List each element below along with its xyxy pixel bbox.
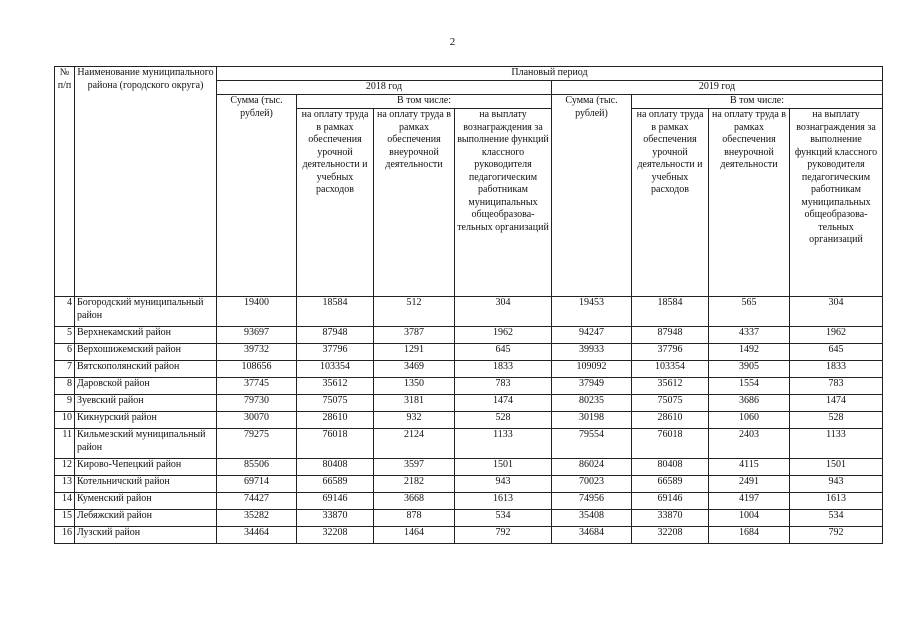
reward-2018-cell: 534: [455, 510, 552, 527]
header-period: Плановый период: [217, 67, 883, 81]
table-row: [55, 361, 883, 378]
district-name: Верхнекамский район: [75, 327, 217, 344]
labor-2018-cell: 66589: [297, 476, 374, 493]
extra-2019-cell: 1004: [709, 510, 790, 527]
reward-2018-cell: 1474: [455, 395, 552, 412]
reward-2019-cell: 943: [790, 476, 883, 493]
sum-2018-cell: 35282: [217, 510, 297, 527]
page-number: 2: [449, 36, 456, 48]
header-including-2019: В том числе:: [632, 95, 883, 109]
reward-2019-cell: 528: [790, 412, 883, 429]
labor-2018-cell: 103354: [297, 361, 374, 378]
row-number: 16: [55, 527, 75, 544]
sum-2019-cell: 34684: [552, 527, 632, 544]
extra-2019-cell: 1554: [709, 378, 790, 395]
table-row: [55, 459, 883, 476]
sum-2018-cell: 79730: [217, 395, 297, 412]
table-row: [55, 344, 883, 361]
labor-2019-cell: 33870: [632, 510, 709, 527]
extra-2018-cell: 878: [374, 510, 455, 527]
district-name: Кирово-Чепецкий район: [75, 459, 217, 476]
extra-2019-cell: 4197: [709, 493, 790, 510]
district-name: Вятскополянский район: [75, 361, 217, 378]
extra-2018-cell: 3597: [374, 459, 455, 476]
labor-2018-cell: 33870: [297, 510, 374, 527]
sum-2018-cell: 108656: [217, 361, 297, 378]
sum-2018-cell: 37745: [217, 378, 297, 395]
labor-2018-cell: 80408: [297, 459, 374, 476]
district-name: Кикнурский район: [75, 412, 217, 429]
table-row: [55, 412, 883, 429]
reward-2019-cell: 304: [790, 297, 883, 327]
district-name: Зуевский район: [75, 395, 217, 412]
extra-2019-cell: 3905: [709, 361, 790, 378]
labor-2019-cell: 32208: [632, 527, 709, 544]
sum-2018-cell: 74427: [217, 493, 297, 510]
labor-2018-cell: 37796: [297, 344, 374, 361]
district-name: Верхошижемский район: [75, 344, 217, 361]
district-name: Даровской район: [75, 378, 217, 395]
table-row: [55, 327, 883, 344]
row-number: 12: [55, 459, 75, 476]
extra-2018-cell: 1291: [374, 344, 455, 361]
extra-2018-cell: 2182: [374, 476, 455, 493]
labor-2018-cell: 28610: [297, 412, 374, 429]
sum-2018-cell: 69714: [217, 476, 297, 493]
row-number: 14: [55, 493, 75, 510]
labor-2018-cell: 76018: [297, 429, 374, 459]
budget-table: [54, 66, 883, 544]
reward-2018-cell: 1133: [455, 429, 552, 459]
header-reward-2018: на выплату вознаграждения за выполнение функций классного руководителя педагогическим работникам муниципальных общеобразова-тельных организаций: [455, 109, 552, 297]
reward-2019-cell: 1962: [790, 327, 883, 344]
labor-2019-cell: 66589: [632, 476, 709, 493]
reward-2019-cell: 792: [790, 527, 883, 544]
reward-2018-cell: 943: [455, 476, 552, 493]
reward-2019-cell: 1133: [790, 429, 883, 459]
extra-2018-cell: 2124: [374, 429, 455, 459]
sum-2019-cell: 35408: [552, 510, 632, 527]
extra-2019-cell: 4115: [709, 459, 790, 476]
district-name: Лебяжский район: [75, 510, 217, 527]
sum-2019-cell: 30198: [552, 412, 632, 429]
sum-2019-cell: 39933: [552, 344, 632, 361]
header-labor-2018: на оплату труда в рамках обеспечения урочной деятельности и учебных расходов: [297, 109, 374, 297]
sum-2019-cell: 94247: [552, 327, 632, 344]
sum-2018-cell: 93697: [217, 327, 297, 344]
row-number: 10: [55, 412, 75, 429]
extra-2019-cell: 565: [709, 297, 790, 327]
district-name: Котельничский район: [75, 476, 217, 493]
row-number: 4: [55, 297, 75, 327]
reward-2019-cell: 1501: [790, 459, 883, 476]
reward-2018-cell: 1833: [455, 361, 552, 378]
table-row: [55, 493, 883, 510]
header-sum-2019: Сумма (тыс. рублей): [552, 95, 632, 297]
reward-2019-cell: 1833: [790, 361, 883, 378]
table-body: [55, 297, 883, 544]
reward-2019-cell: 645: [790, 344, 883, 361]
header-num: № п/п: [55, 67, 75, 297]
extra-2018-cell: 3181: [374, 395, 455, 412]
row-number: 9: [55, 395, 75, 412]
table-row: [55, 395, 883, 412]
extra-2018-cell: 1350: [374, 378, 455, 395]
row-number: 7: [55, 361, 75, 378]
labor-2019-cell: 28610: [632, 412, 709, 429]
header-reward-2019: на выплату вознаграждения за выполнение функций классного руководителя педагогическим работникам муниципальных общеобразова-тельных организаций: [790, 109, 883, 297]
table-row: [55, 510, 883, 527]
header-sum-2018: Сумма (тыс. рублей): [217, 95, 297, 297]
row-number: 5: [55, 327, 75, 344]
extra-2019-cell: 1060: [709, 412, 790, 429]
table-row: [55, 429, 883, 459]
sum-2019-cell: 70023: [552, 476, 632, 493]
table-row: [55, 378, 883, 395]
labor-2019-cell: 76018: [632, 429, 709, 459]
reward-2018-cell: 792: [455, 527, 552, 544]
reward-2019-cell: 783: [790, 378, 883, 395]
table-row: [55, 476, 883, 493]
labor-2018-cell: 32208: [297, 527, 374, 544]
sum-2019-cell: 19453: [552, 297, 632, 327]
header-extra-2019: на оплату труда в рамках обеспечения внеурочной деятельности: [709, 109, 790, 297]
sum-2019-cell: 86024: [552, 459, 632, 476]
extra-2019-cell: 1684: [709, 527, 790, 544]
extra-2019-cell: 2491: [709, 476, 790, 493]
sum-2019-cell: 37949: [552, 378, 632, 395]
extra-2018-cell: 512: [374, 297, 455, 327]
district-name: Богородский муниципальный район: [75, 297, 217, 327]
header-extra-2018: на оплату труда в рамках обеспечения внеурочной деятельности: [374, 109, 455, 297]
reward-2018-cell: 1501: [455, 459, 552, 476]
reward-2019-cell: 534: [790, 510, 883, 527]
labor-2018-cell: 87948: [297, 327, 374, 344]
table-row: [55, 527, 883, 544]
row-number: 6: [55, 344, 75, 361]
extra-2019-cell: 1492: [709, 344, 790, 361]
reward-2019-cell: 1474: [790, 395, 883, 412]
extra-2019-cell: 3686: [709, 395, 790, 412]
labor-2019-cell: 35612: [632, 378, 709, 395]
extra-2018-cell: 932: [374, 412, 455, 429]
sum-2018-cell: 19400: [217, 297, 297, 327]
header-year-2019: 2019 год: [552, 81, 883, 95]
reward-2019-cell: 1613: [790, 493, 883, 510]
labor-2018-cell: 69146: [297, 493, 374, 510]
district-name: Куменский район: [75, 493, 217, 510]
sum-2018-cell: 30070: [217, 412, 297, 429]
labor-2019-cell: 18584: [632, 297, 709, 327]
extra-2018-cell: 3668: [374, 493, 455, 510]
sum-2018-cell: 39732: [217, 344, 297, 361]
labor-2019-cell: 87948: [632, 327, 709, 344]
extra-2018-cell: 3787: [374, 327, 455, 344]
labor-2019-cell: 75075: [632, 395, 709, 412]
labor-2019-cell: 37796: [632, 344, 709, 361]
row-number: 13: [55, 476, 75, 493]
sum-2019-cell: 74956: [552, 493, 632, 510]
district-name: Кильмезский муниципальный район: [75, 429, 217, 459]
extra-2019-cell: 4337: [709, 327, 790, 344]
extra-2018-cell: 3469: [374, 361, 455, 378]
reward-2018-cell: 528: [455, 412, 552, 429]
row-number: 8: [55, 378, 75, 395]
sum-2018-cell: 79275: [217, 429, 297, 459]
reward-2018-cell: 645: [455, 344, 552, 361]
header-including-2018: В том числе:: [297, 95, 552, 109]
header-labor-2019: на оплату труда в рамках обеспечения урочной деятельности и учебных расходов: [632, 109, 709, 297]
labor-2018-cell: 35612: [297, 378, 374, 395]
sum-2018-cell: 85506: [217, 459, 297, 476]
reward-2018-cell: 783: [455, 378, 552, 395]
labor-2018-cell: 75075: [297, 395, 374, 412]
sum-2019-cell: 80235: [552, 395, 632, 412]
reward-2018-cell: 1613: [455, 493, 552, 510]
sum-2019-cell: 109092: [552, 361, 632, 378]
header-year-2018: 2018 год: [217, 81, 552, 95]
reward-2018-cell: 1962: [455, 327, 552, 344]
reward-2018-cell: 304: [455, 297, 552, 327]
table-row: [55, 297, 883, 327]
row-number: 15: [55, 510, 75, 527]
row-number: 11: [55, 429, 75, 459]
labor-2019-cell: 80408: [632, 459, 709, 476]
sum-2019-cell: 79554: [552, 429, 632, 459]
sum-2018-cell: 34464: [217, 527, 297, 544]
labor-2018-cell: 18584: [297, 297, 374, 327]
labor-2019-cell: 69146: [632, 493, 709, 510]
extra-2018-cell: 1464: [374, 527, 455, 544]
labor-2019-cell: 103354: [632, 361, 709, 378]
extra-2019-cell: 2403: [709, 429, 790, 459]
district-name: Лузский район: [75, 527, 217, 544]
header-name: Наименование муниципального района (городского округа): [75, 67, 217, 297]
